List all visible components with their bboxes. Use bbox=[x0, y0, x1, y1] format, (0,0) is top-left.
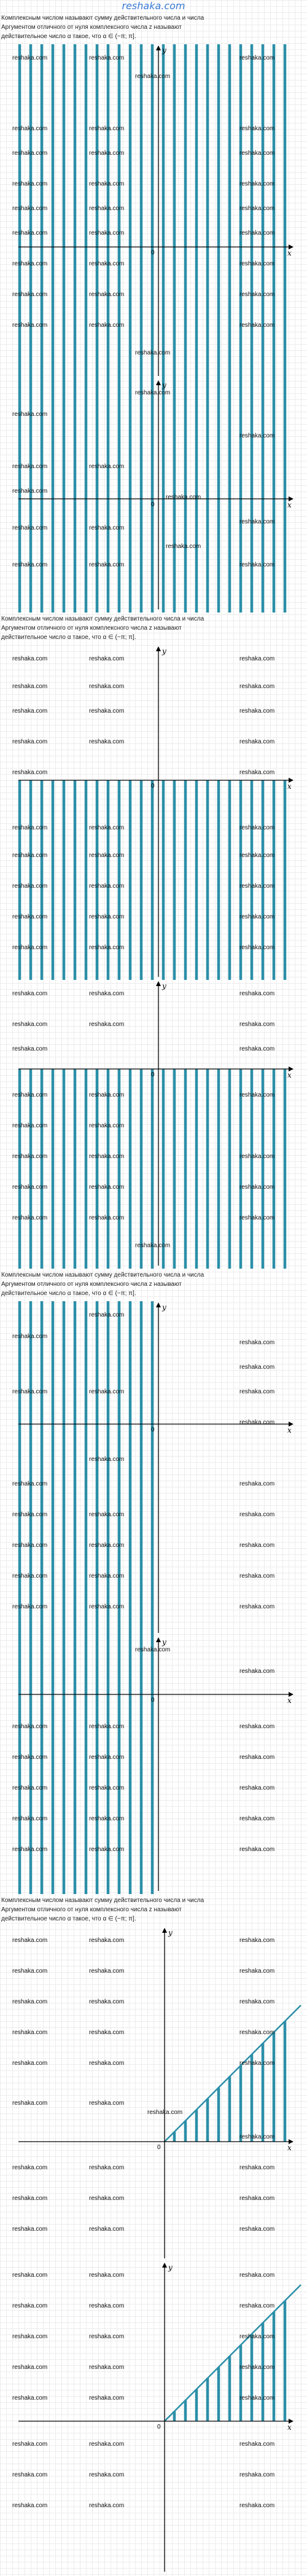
watermark-text: reshaka.com bbox=[89, 1215, 125, 1221]
watermark-text: reshaka.com bbox=[239, 1511, 275, 1518]
watermark-text: reshaka.com bbox=[12, 230, 48, 237]
watermark-text: reshaka.com bbox=[12, 2272, 48, 2279]
x-axis-label: x bbox=[287, 249, 292, 257]
intro-line-2: Аргументом отличного от нуля комплексного числа z называют bbox=[1, 24, 182, 31]
watermark-text: reshaka.com bbox=[89, 1937, 125, 1944]
origin-label: 0 bbox=[151, 1697, 155, 1704]
watermark-text: reshaka.com bbox=[12, 2502, 48, 2509]
watermark-text: reshaka.com bbox=[12, 322, 48, 329]
x-axis-label: x bbox=[287, 2143, 292, 2152]
watermark-text: reshaka.com bbox=[12, 2333, 48, 2340]
watermark-text: reshaka.com bbox=[12, 125, 48, 132]
watermark-text: reshaka.com bbox=[12, 411, 48, 418]
watermark-text: reshaka.com bbox=[89, 656, 125, 662]
y-axis-arrow bbox=[156, 1302, 161, 1307]
intro-text-1 bbox=[1, 14, 306, 41]
watermark-text: reshaka.com bbox=[12, 769, 48, 776]
watermark-text: reshaka.com bbox=[239, 2272, 275, 2279]
watermark-text: reshaka.com bbox=[12, 55, 48, 61]
watermark-text: reshaka.com bbox=[239, 990, 275, 997]
watermark-text: reshaka.com bbox=[89, 55, 125, 61]
watermark-text: reshaka.com bbox=[239, 1573, 275, 1580]
watermark-text: reshaka.com bbox=[239, 683, 275, 690]
origin-label: 0 bbox=[151, 501, 155, 508]
watermark-text: reshaka.com bbox=[12, 205, 48, 212]
watermark-text: reshaka.com bbox=[239, 230, 275, 237]
watermark-text: reshaka.com bbox=[12, 1046, 48, 1052]
watermark-text: reshaka.com bbox=[12, 1542, 48, 1549]
watermark-text: reshaka.com bbox=[12, 1846, 48, 1853]
watermark-text: reshaka.com bbox=[89, 2272, 125, 2279]
watermark-text: reshaka.com bbox=[239, 1388, 275, 1395]
watermark-text: reshaka.com bbox=[89, 708, 125, 714]
watermark-text: reshaka.com bbox=[239, 852, 275, 859]
watermark-text: reshaka.com bbox=[239, 2441, 275, 2448]
watermark-text: reshaka.com bbox=[239, 708, 275, 714]
watermark-text: reshaka.com bbox=[239, 1153, 275, 1160]
watermark-text: reshaka.com bbox=[12, 463, 48, 470]
watermark-text: reshaka.com bbox=[12, 1021, 48, 1028]
watermark-text: reshaka.com bbox=[239, 2164, 275, 2171]
intro-line-3: действительное число α такое, что α ∈ (−π; π]. bbox=[1, 1290, 136, 1297]
watermark-text: reshaka.com bbox=[89, 1846, 125, 1853]
watermark-text: reshaka.com bbox=[12, 824, 48, 831]
watermark-text: reshaka.com bbox=[12, 708, 48, 714]
watermark-text: reshaka.com bbox=[12, 2100, 48, 2107]
intro-text-2 bbox=[1, 614, 306, 642]
watermark-text: reshaka.com bbox=[239, 1723, 275, 1730]
watermark-text: reshaka.com bbox=[89, 2226, 125, 2233]
watermark-text: reshaka.com bbox=[12, 1603, 48, 1610]
watermark-text: reshaka.com bbox=[89, 1021, 125, 1028]
watermark-text: reshaka.com bbox=[239, 1021, 275, 1028]
watermark-text: reshaka.com bbox=[89, 2303, 125, 2309]
graph-svg bbox=[0, 980, 307, 1269]
y-axis-label: y bbox=[168, 1928, 173, 1937]
watermark-text: reshaka.com bbox=[239, 260, 275, 267]
watermark-text: reshaka.com bbox=[239, 2195, 275, 2202]
watermark-text: reshaka.com bbox=[135, 1646, 171, 1653]
watermark-text: reshaka.com bbox=[89, 1312, 125, 1318]
origin-label: 0 bbox=[151, 1071, 155, 1078]
x-axis-label: x bbox=[287, 501, 292, 509]
watermark-text: reshaka.com bbox=[12, 562, 48, 568]
watermark-text: reshaka.com bbox=[239, 55, 275, 61]
watermark-text: reshaka.com bbox=[89, 181, 125, 187]
intro-line-1: Комплексным числом называют сумму действительного числа и числа bbox=[1, 616, 204, 622]
watermark-text: reshaka.com bbox=[239, 2303, 275, 2309]
watermark-text: reshaka.com bbox=[12, 2226, 48, 2233]
watermark-text: reshaka.com bbox=[239, 1542, 275, 1549]
site-logo[interactable]: reshaka.com bbox=[122, 0, 185, 12]
watermark-text: reshaka.com bbox=[239, 2029, 275, 2036]
watermark-text: reshaka.com bbox=[239, 2395, 275, 2402]
watermark-text: reshaka.com bbox=[12, 525, 48, 531]
watermark-text: reshaka.com bbox=[89, 2164, 125, 2171]
watermark-text: reshaka.com bbox=[12, 260, 48, 267]
watermark-text: reshaka.com bbox=[89, 1754, 125, 1761]
watermark-text: reshaka.com bbox=[89, 2060, 125, 2067]
watermark-text: reshaka.com bbox=[239, 1419, 275, 1426]
graph-panel-4 bbox=[0, 980, 307, 1269]
x-axis-label: x bbox=[287, 1696, 292, 1705]
watermark-text: reshaka.com bbox=[89, 230, 125, 237]
watermark-text: reshaka.com bbox=[12, 990, 48, 997]
watermark-text: reshaka.com bbox=[89, 824, 125, 831]
watermark-text: reshaka.com bbox=[89, 1456, 125, 1463]
graph-svg bbox=[0, 1636, 307, 1894]
boundary-ray bbox=[165, 2285, 301, 2421]
watermark-text: reshaka.com bbox=[12, 2164, 48, 2171]
watermark-text: reshaka.com bbox=[89, 883, 125, 890]
watermark-text: reshaka.com bbox=[89, 1785, 125, 1791]
watermark-text: reshaka.com bbox=[239, 1481, 275, 1487]
watermark-text: reshaka.com bbox=[12, 914, 48, 920]
origin-label: 0 bbox=[151, 1427, 155, 1433]
watermark-text: reshaka.com bbox=[239, 656, 275, 662]
watermark-text: reshaka.com bbox=[239, 1184, 275, 1191]
watermark-text: reshaka.com bbox=[89, 2441, 125, 2448]
watermark-text: reshaka.com bbox=[239, 2226, 275, 2233]
graph-panel-5 bbox=[0, 1301, 307, 1636]
origin-label: 0 bbox=[157, 2144, 161, 2151]
watermark-text: reshaka.com bbox=[89, 1153, 125, 1160]
watermark-text: reshaka.com bbox=[12, 944, 48, 951]
watermark-text: reshaka.com bbox=[12, 1153, 48, 1160]
graph-svg bbox=[0, 1301, 307, 1636]
y-axis-arrow bbox=[156, 380, 161, 385]
watermark-text: reshaka.com bbox=[239, 1968, 275, 1975]
graph-panel-8 bbox=[0, 2261, 307, 2575]
y-axis-arrow bbox=[156, 45, 161, 50]
watermark-text: reshaka.com bbox=[12, 1511, 48, 1518]
y-axis-label: y bbox=[162, 381, 166, 390]
watermark-text: reshaka.com bbox=[239, 562, 275, 568]
y-axis-arrow bbox=[156, 981, 161, 986]
y-axis-label: y bbox=[162, 647, 166, 656]
watermark-text: reshaka.com bbox=[89, 2029, 125, 2036]
watermark-text: reshaka.com bbox=[89, 125, 125, 132]
watermark-text: reshaka.com bbox=[89, 1122, 125, 1129]
watermark-text: reshaka.com bbox=[239, 181, 275, 187]
watermark-text: reshaka.com bbox=[239, 1339, 275, 1346]
intro-line-2: Аргументом отличного от нуля комплексного числа z называют bbox=[1, 625, 182, 632]
watermark-text: reshaka.com bbox=[89, 990, 125, 997]
watermark-text: reshaka.com bbox=[239, 1937, 275, 1944]
region-hatching bbox=[20, 1636, 152, 1894]
watermark-text: reshaka.com bbox=[239, 291, 275, 298]
watermark-text: reshaka.com bbox=[12, 1573, 48, 1580]
region-hatching bbox=[20, 379, 285, 613]
graph-panel-1 bbox=[0, 44, 307, 379]
watermark-text: reshaka.com bbox=[239, 125, 275, 132]
watermark-text: reshaka.com bbox=[89, 1603, 125, 1610]
watermark-text: reshaka.com bbox=[239, 1846, 275, 1853]
watermark-text: reshaka.com bbox=[12, 1815, 48, 1822]
watermark-text: reshaka.com bbox=[12, 291, 48, 298]
watermark-text: reshaka.com bbox=[239, 2060, 275, 2067]
origin-label: 0 bbox=[151, 783, 155, 789]
watermark-text: reshaka.com bbox=[239, 883, 275, 890]
boundary-ray bbox=[165, 2005, 301, 2142]
graph-svg bbox=[0, 2261, 307, 2575]
watermark-text: reshaka.com bbox=[12, 1999, 48, 2005]
watermark-text: reshaka.com bbox=[135, 350, 171, 356]
watermark-text: reshaka.com bbox=[12, 2303, 48, 2309]
watermark-text: reshaka.com bbox=[239, 1815, 275, 1822]
x-axis-label: x bbox=[287, 1071, 292, 1079]
watermark-text: reshaka.com bbox=[12, 883, 48, 890]
watermark-text: reshaka.com bbox=[89, 683, 125, 690]
watermark-text: reshaka.com bbox=[89, 562, 125, 568]
graph-panel-2 bbox=[0, 379, 307, 613]
watermark-text: reshaka.com bbox=[89, 2195, 125, 2202]
graph-svg bbox=[0, 645, 307, 980]
watermark-text: reshaka.com bbox=[239, 1364, 275, 1371]
watermark-text: reshaka.com bbox=[12, 2029, 48, 2036]
intro-line-1: Комплексным числом называют сумму действительного числа и числа bbox=[1, 1897, 204, 1904]
watermark-text: reshaka.com bbox=[239, 2472, 275, 2478]
watermark-text: reshaka.com bbox=[239, 769, 275, 776]
watermark-text: reshaka.com bbox=[12, 1122, 48, 1129]
watermark-text: reshaka.com bbox=[239, 322, 275, 329]
watermark-text: reshaka.com bbox=[89, 525, 125, 531]
watermark-text: reshaka.com bbox=[89, 738, 125, 745]
y-axis-label: y bbox=[162, 46, 166, 55]
watermark-text: reshaka.com bbox=[239, 1092, 275, 1098]
intro-line-3: действительное число α такое, что α ∈ (−π; π]. bbox=[1, 33, 136, 40]
watermark-text: reshaka.com bbox=[89, 1573, 125, 1580]
watermark-text: reshaka.com bbox=[239, 433, 275, 439]
watermark-text: reshaka.com bbox=[12, 738, 48, 745]
watermark-text: reshaka.com bbox=[239, 1999, 275, 2005]
watermark-text: reshaka.com bbox=[12, 683, 48, 690]
y-axis-arrow bbox=[162, 2263, 167, 2268]
watermark-text: reshaka.com bbox=[89, 291, 125, 298]
watermark-text: reshaka.com bbox=[12, 1215, 48, 1221]
watermark-text: reshaka.com bbox=[89, 914, 125, 920]
watermark-text: reshaka.com bbox=[89, 1092, 125, 1098]
watermark-text: reshaka.com bbox=[89, 2100, 125, 2107]
watermark-text: reshaka.com bbox=[166, 543, 201, 550]
watermark-text: reshaka.com bbox=[12, 1092, 48, 1098]
watermark-text: reshaka.com bbox=[12, 1388, 48, 1395]
watermark-text: reshaka.com bbox=[12, 1754, 48, 1761]
graph-panel-7 bbox=[0, 1927, 307, 2261]
watermark-text: reshaka.com bbox=[239, 1785, 275, 1791]
y-axis-label: y bbox=[162, 1638, 166, 1646]
watermark-text: reshaka.com bbox=[239, 1668, 275, 1675]
watermarks bbox=[12, 1937, 274, 2233]
watermark-text: reshaka.com bbox=[239, 2502, 275, 2509]
watermark-text: reshaka.com bbox=[239, 824, 275, 831]
watermark-text: reshaka.com bbox=[12, 1481, 48, 1487]
watermark-text: reshaka.com bbox=[89, 2364, 125, 2371]
intro-line-2: Аргументом отличного от нуля комплексного числа z называют bbox=[1, 1281, 182, 1288]
x-axis-label: x bbox=[287, 2423, 292, 2432]
watermark-text: reshaka.com bbox=[239, 1603, 275, 1610]
watermark-text: reshaka.com bbox=[89, 260, 125, 267]
watermark-text: reshaka.com bbox=[89, 2333, 125, 2340]
watermark-text: reshaka.com bbox=[12, 2472, 48, 2478]
watermark-text: reshaka.com bbox=[239, 1754, 275, 1761]
region-hatching bbox=[20, 1301, 152, 1636]
watermark-text: reshaka.com bbox=[12, 1723, 48, 1730]
watermark-text: reshaka.com bbox=[12, 1785, 48, 1791]
watermark-text: reshaka.com bbox=[89, 1388, 125, 1395]
x-axis-label: x bbox=[287, 1426, 292, 1435]
watermark-text: reshaka.com bbox=[89, 1723, 125, 1730]
graph-svg bbox=[0, 44, 307, 379]
region-hatching bbox=[174, 2301, 285, 2421]
watermark-text: reshaka.com bbox=[12, 656, 48, 662]
watermark-text: reshaka.com bbox=[89, 1511, 125, 1518]
watermark-text: reshaka.com bbox=[239, 738, 275, 745]
watermark-text: reshaka.com bbox=[239, 2134, 275, 2140]
watermark-text: reshaka.com bbox=[135, 390, 171, 396]
watermark-text: reshaka.com bbox=[89, 1999, 125, 2005]
intro-line-1: Комплексным числом называют сумму действительного числа и числа bbox=[1, 1272, 204, 1278]
watermark-text: reshaka.com bbox=[12, 1184, 48, 1191]
watermark-text: reshaka.com bbox=[89, 1542, 125, 1549]
intro-text-4 bbox=[1, 1896, 306, 1924]
watermark-text: reshaka.com bbox=[89, 944, 125, 951]
y-axis-label: y bbox=[162, 1303, 166, 1312]
watermark-text: reshaka.com bbox=[12, 181, 48, 187]
graph-svg bbox=[0, 379, 307, 613]
watermark-text: reshaka.com bbox=[12, 2364, 48, 2371]
region-hatching bbox=[174, 2021, 285, 2142]
watermark-text: reshaka.com bbox=[89, 150, 125, 157]
watermarks bbox=[12, 2272, 274, 2509]
watermark-text: reshaka.com bbox=[89, 205, 125, 212]
watermark-text: reshaka.com bbox=[12, 1333, 48, 1340]
intro-line-1: Комплексным числом называют сумму действительного числа и числа bbox=[1, 15, 204, 22]
watermark-text: reshaka.com bbox=[89, 2502, 125, 2509]
watermark-text: reshaka.com bbox=[239, 1215, 275, 1221]
y-axis-label: y bbox=[168, 2263, 173, 2272]
watermark-text: reshaka.com bbox=[239, 205, 275, 212]
y-axis-arrow bbox=[156, 1637, 161, 1642]
watermark-text: reshaka.com bbox=[12, 2060, 48, 2067]
intro-text-3 bbox=[1, 1270, 306, 1298]
watermark-text: reshaka.com bbox=[239, 944, 275, 951]
watermark-text: reshaka.com bbox=[89, 2472, 125, 2478]
y-axis-arrow bbox=[156, 646, 161, 651]
watermark-text: reshaka.com bbox=[12, 150, 48, 157]
watermark-text: reshaka.com bbox=[239, 1046, 275, 1052]
origin-label: 0 bbox=[157, 2424, 161, 2430]
watermark-text: reshaka.com bbox=[12, 2441, 48, 2448]
region-hatching bbox=[20, 1069, 285, 1269]
watermark-text: reshaka.com bbox=[12, 1937, 48, 1944]
graph-svg bbox=[0, 1927, 307, 2261]
intro-line-2: Аргументом отличного от нуля комплексного числа z называют bbox=[1, 1906, 182, 1913]
watermark-text: reshaka.com bbox=[89, 1815, 125, 1822]
watermark-text: reshaka.com bbox=[147, 2109, 183, 2116]
watermark-text: reshaka.com bbox=[12, 2195, 48, 2202]
watermark-text: reshaka.com bbox=[12, 488, 48, 495]
y-axis-arrow bbox=[162, 1928, 167, 1933]
watermark-text: reshaka.com bbox=[135, 73, 171, 80]
watermark-text: reshaka.com bbox=[135, 1242, 171, 1249]
watermark-text: reshaka.com bbox=[89, 322, 125, 329]
watermark-text: reshaka.com bbox=[239, 150, 275, 157]
watermark-text: reshaka.com bbox=[89, 1184, 125, 1191]
watermark-text: reshaka.com bbox=[89, 1968, 125, 1975]
y-axis-label: y bbox=[162, 982, 166, 990]
watermark-text: reshaka.com bbox=[12, 852, 48, 859]
watermark-text: reshaka.com bbox=[89, 852, 125, 859]
watermark-text: reshaka.com bbox=[239, 2364, 275, 2371]
watermark-text: reshaka.com bbox=[239, 519, 275, 525]
x-axis-label: x bbox=[287, 782, 292, 791]
origin-label: 0 bbox=[151, 249, 155, 256]
intro-line-3: действительное число α такое, что α ∈ (−π; π]. bbox=[1, 1916, 136, 1922]
watermark-text: reshaka.com bbox=[89, 463, 125, 470]
watermark-text: reshaka.com bbox=[12, 1968, 48, 1975]
graph-panel-6 bbox=[0, 1636, 307, 1894]
watermark-text: reshaka.com bbox=[89, 2395, 125, 2402]
watermark-text: reshaka.com bbox=[166, 494, 201, 501]
graph-panel-3 bbox=[0, 645, 307, 980]
watermark-text: reshaka.com bbox=[239, 914, 275, 920]
watermark-text: reshaka.com bbox=[12, 2395, 48, 2402]
intro-line-3: действительное число α такое, что α ∈ (−π; π]. bbox=[1, 634, 136, 641]
watermark-text: reshaka.com bbox=[239, 2333, 275, 2340]
